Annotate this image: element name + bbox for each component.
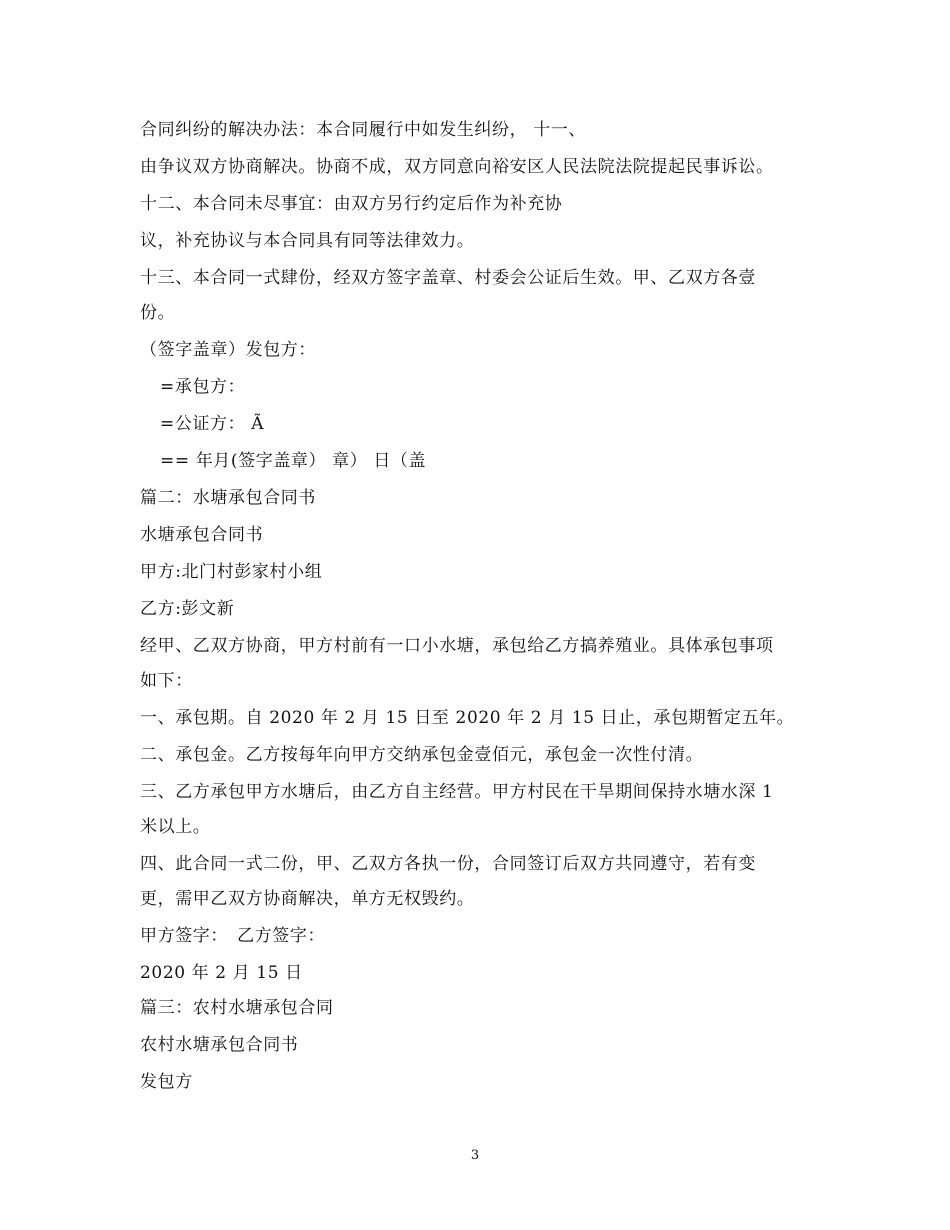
text-line: 经甲、乙双方协商，甲方村前有一口小水塘，承包给乙方搞养殖业。具体承包事项 [140,636,774,656]
clause-line: 一、承包期。自 2020 年 2 月 15 日至 2020 年 2 月 15 日止，承包期暂定五年。 [140,708,795,728]
text-line: 发包方 [140,1072,193,1092]
text-line: 十三、本合同一式肆份，经双方签字盖章、村委会公证后生效。甲、乙双方各壹 [140,268,756,288]
document-title: 农村水塘承包合同书 [140,1035,299,1055]
text-line: 更，需甲乙双方协商解决，单方无权毁约。 [140,889,475,909]
signature-label-issuer: （签字盖章）发包方： [140,340,316,360]
page-number: 3 [470,1148,480,1163]
signature-label-contractor: =承包方： [160,377,246,397]
clause-line: 三、乙方承包甲方水塘后，由乙方自主经营。甲方村民在干旱期间保持水塘水深 1 [140,782,774,802]
text-line: 份。 [140,303,176,323]
text-line: 米以上。 [140,817,211,837]
document-title: 水塘承包合同书 [140,525,264,545]
clause-line: 四、此合同一式二份，甲、乙双方各执一份，合同签订后双方共同遵守，若有变 [140,854,756,874]
party-b: 乙方:彭文新 [140,599,235,619]
party-a: 甲方:北门村彭家村小组 [140,562,323,582]
text-line: 由争议双方协商解决。协商不成，双方同意向裕安区人民法院法院提起民事诉讼。 [140,157,774,177]
signature-date-line: == 年月(签字盖章） 章） 日（盖 [160,451,427,471]
text-line: 十二、本合同未尽事宜：由双方另行约定后作为补充协 [140,194,563,214]
text-line: 如下： [140,671,193,691]
signature-labels: 甲方签字： 乙方签字： [140,926,326,946]
section-heading: 篇二：水塘承包合同书 [140,488,316,508]
section-heading: 篇三：农村水塘承包合同 [140,998,334,1018]
signature-label-notary: =公证方： Ã [160,414,265,434]
text-line: 合同纠纷的解决办法：本合同履行中如发生纠纷， 十一、 [140,120,587,140]
clause-line: 二、承包金。乙方按每年向甲方交纳承包金壹佰元，承包金一次性付清。 [140,745,704,765]
text-line: 议，补充协议与本合同具有同等法律效力。 [140,231,475,251]
signing-date: 2020 年 2 月 15 日 [140,963,303,983]
